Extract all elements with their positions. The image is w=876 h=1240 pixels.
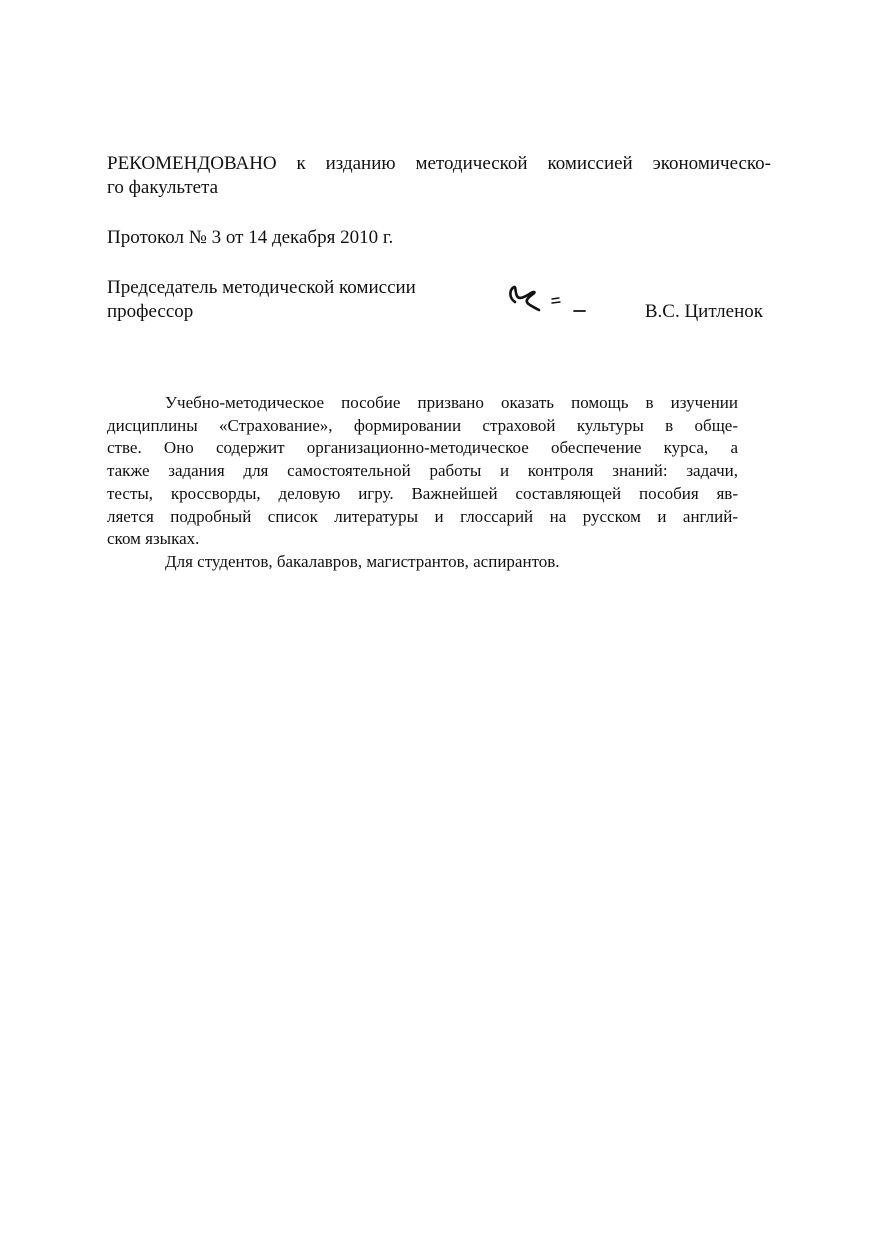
annotation-line: стве. Оно содержит организационно-методическое обеспечение курса, а <box>107 438 738 458</box>
annotation-paragraph <box>107 392 738 551</box>
audience-text: Для студентов, бакалавров, магистрантов, аспирантов. <box>165 551 560 571</box>
chairman-role-line-1: Председатель методической комиссии <box>107 277 416 298</box>
protocol-text: Протокол № 3 от 14 декабря 2010 г. <box>107 227 394 248</box>
recommendation-line-1: РЕКОМЕНДОВАНО к изданию методической комиссией экономическо- <box>107 153 771 174</box>
annotation-block <box>107 392 738 574</box>
annotation-line: Учебно-методическое пособие призвано оказать помощь в изучении <box>165 393 738 412</box>
recommendation-line-2: го факультета <box>107 177 219 198</box>
signature-block <box>107 276 771 324</box>
approval-block <box>107 152 771 324</box>
annotation-line: ском языках. <box>107 529 200 549</box>
chairman-role-line-2: профессор <box>107 301 194 322</box>
chairman-name: В.С. Цитленок <box>644 301 763 322</box>
annotation-line: тесты, кроссворды, деловую игру. Важнейшей составляющей пособия яв- <box>107 483 738 503</box>
recommendation-text <box>107 152 771 200</box>
annotation-line: также задания для самостоятельной работы и контроля знаний: задачи, <box>107 461 738 481</box>
annotation-line: ляется подробный список литературы и глоссарий на русском и англий- <box>107 506 738 526</box>
handwritten-signature <box>503 280 593 320</box>
annotation-line: дисциплины «Страхование», формировании страховой культуры в обще- <box>107 415 738 435</box>
chairman-role <box>107 276 487 324</box>
